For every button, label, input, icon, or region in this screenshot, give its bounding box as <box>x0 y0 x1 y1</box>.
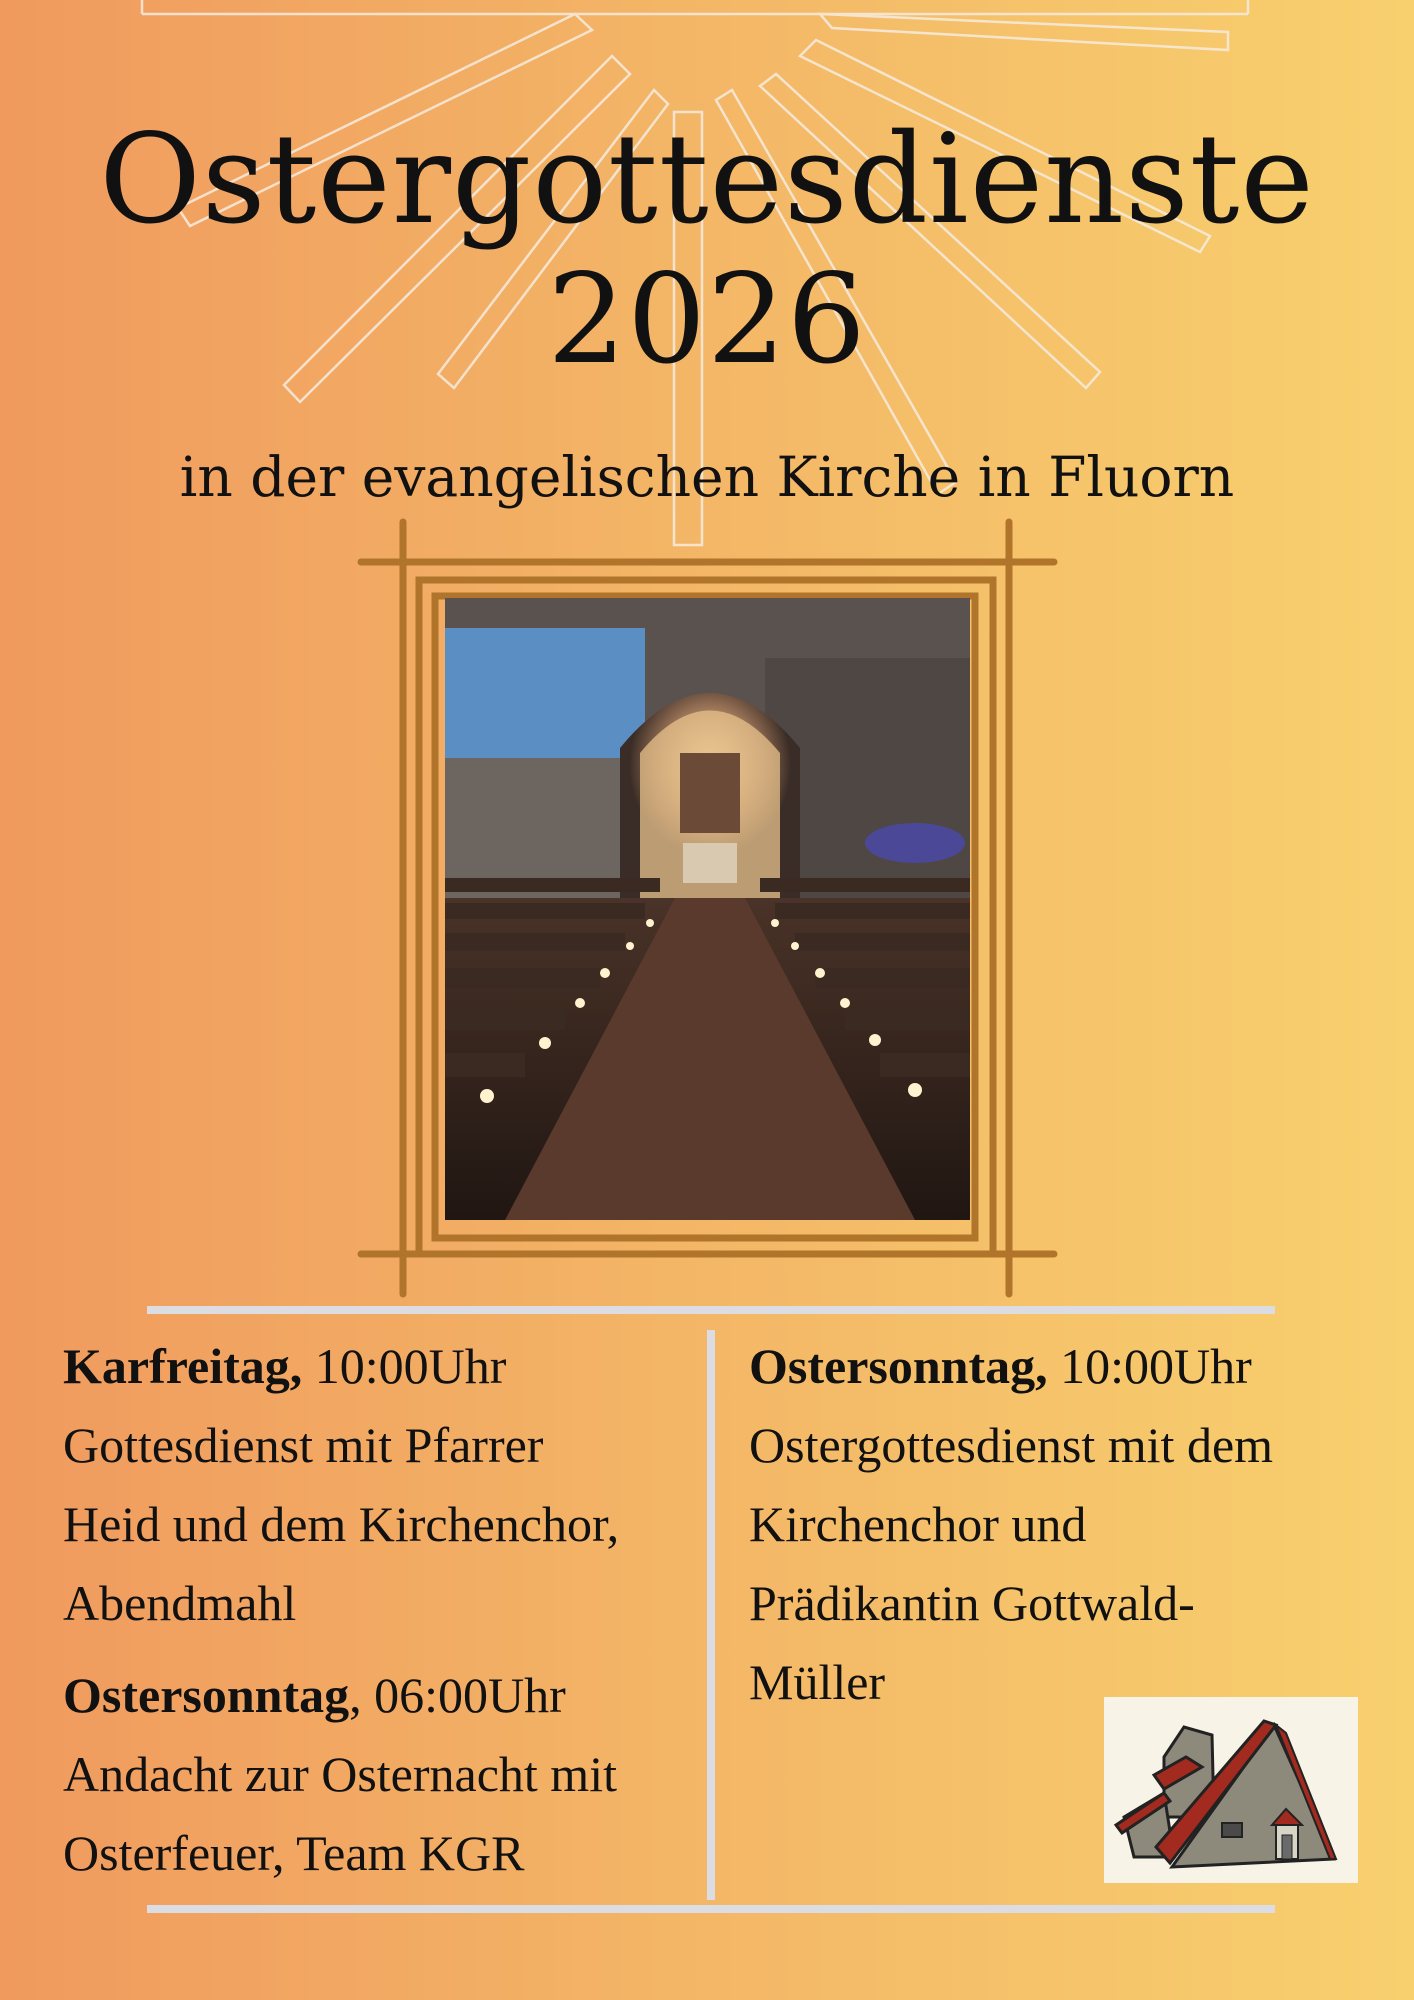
page-subtitle: in der evangelischen Kirche in Fluorn <box>179 445 1235 509</box>
event-description-line: Gottesdienst mit Pfarrer <box>63 1417 544 1473</box>
event-description-line: Prädikantin Gottwald- <box>749 1575 1195 1631</box>
event-description-line: Heid und dem Kirchenchor, <box>63 1496 620 1552</box>
event-heading <box>63 1656 703 1735</box>
event-time: 10:00Uhr <box>1047 1338 1252 1394</box>
event-description-line: Andacht zur Osternacht mit <box>63 1746 617 1802</box>
page-title-line-1: Ostergottesdienste <box>99 108 1315 252</box>
event-heading <box>63 1327 703 1406</box>
bottom-divider <box>147 1905 1275 1913</box>
event-description-line: Müller <box>749 1654 886 1710</box>
event-karfreitag <box>63 1327 703 1643</box>
top-divider <box>147 1306 1275 1314</box>
events-right-column <box>749 1327 1379 1735</box>
event-description-line: Kirchenchor und <box>749 1496 1087 1552</box>
event-day: Ostersonntag <box>63 1667 350 1723</box>
events-left-column <box>63 1327 703 1906</box>
event-day: Ostersonntag, <box>749 1338 1048 1394</box>
event-time: 10:00Uhr <box>302 1338 507 1394</box>
event-description-line: Abendmahl <box>63 1575 297 1631</box>
event-ostersonntag-main <box>749 1327 1379 1722</box>
event-description-line: Osterfeuer, Team KGR <box>63 1825 525 1881</box>
event-day: Karfreitag, <box>63 1338 303 1394</box>
event-heading <box>749 1327 1379 1406</box>
church-interior-photo <box>445 598 970 1220</box>
church-logo-icon <box>1104 1697 1358 1883</box>
event-ostersonntag-early <box>63 1656 703 1893</box>
event-time: , 06:00Uhr <box>349 1667 566 1723</box>
column-divider <box>707 1330 715 1900</box>
page-title-line-2: 2026 <box>547 248 867 392</box>
event-description-line: Ostergottesdienst mit dem <box>749 1417 1274 1473</box>
